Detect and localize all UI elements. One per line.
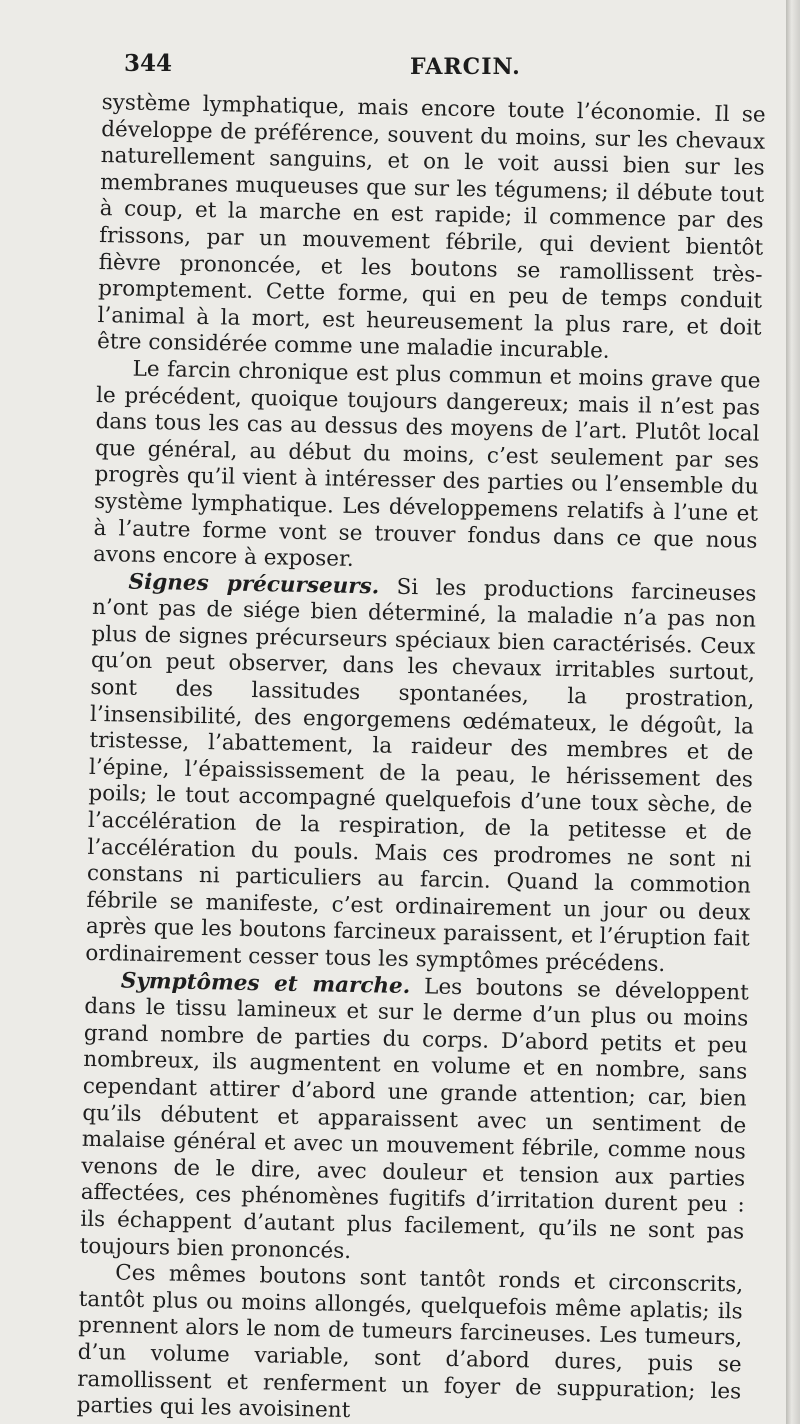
paragraph-boutons: [76, 1260, 743, 1424]
paragraph-text: Si les productions farcineuses n’ont pas de siége bien déterminé, la maladie n’a pas non plus de signes précurseurs spéciaux bien caractérisés. Ceux qu’on peut observer, dans les chevaux irritables surtout, sont des lassitudes spontanées, la prostration, l’insensibilité, des engorgemens œdémateux, le dégoût, la tristesse, l’abattement, la raideur des membres et de l’épine, l’épaississement de la peau, le hérissement des poils; le tout accompagné quelquefois d’une toux sèche, de l’accélération de la respiration, de la petitesse et de l’accélération du pouls. Mais ces prodromes ne sont ni constans ni particuliers au farcin. Quand la commotion fébrile se manifeste, c’est ordinairement un jour ou deux après que les boutons farcineux paraissent, et l’éruption fait ordinairement cesser tous les symptômes précédens.: [85, 574, 757, 977]
page-number: 344: [124, 50, 173, 77]
running-title: FARCIN.: [410, 54, 521, 80]
body-text: [76, 90, 765, 1424]
paragraph-symptomes-et-marche: [80, 967, 749, 1272]
paragraph-text: Le farcin chronique est plus commun et moins grave que le précédent, quoique toujours dangereux; mais il n’est pas dans tous les cas au dessus des moyens de l’art. Plutôt local que général, au début du moins, c’est seulement par ses progrès qu’il vient à intéresser des parties ou l’ensemble du système lymphatique. Les développemens relatifs à l’une et à l’autre forme vont se trouver fondus dans ce que nous avons encore à exposer.: [92, 356, 761, 573]
page-edge: [786, 0, 800, 1424]
paragraph-continuation: [97, 90, 766, 369]
paragraph-chronic-farcy: [93, 356, 761, 581]
section-lead: Symptômes et marche.: [120, 968, 411, 999]
paragraph-text: Les boutons se développent dans le tissu lamineux et sur le derme d’un plus ou moins grand nombre de parties du corps. D’abord petits et peu nombreux, ils augmentent en volume et en nombre, sans cependant attirer d’abord une grande attention; car, bien qu’ils débutent et apparaissent avec un sentiment de malaise général et avec un mouvement fébrile, comme nous venons de le dire, avec douleur et tension aux parties affectées, ces phénomènes fugitifs d’irritation durent peu : ils échappent d’autant plus facilement, qu’ils ne sont pas toujours bien prononcés.: [79, 973, 750, 1264]
paragraph-text: système lymphatique, mais encore toute l’économie. Il se développe de préférence, souvent du moins, sur les chevaux naturellement sanguins, et on le voit aussi bien sur les membranes muqueuses que sur les tégumens; il débute tout à coup, et la marche en est rapide; il commence par des frissons, par un mouvement fébrile, qui devient bientôt fièvre prononcée, et les boutons se ramollissent très-promptement. Cette forme, qui en peu de temps conduit l’animal à la mort, est heureusement la plus rare, et doit être considérée comme une maladie incurable.: [96, 90, 766, 365]
paragraph-text: Ces mêmes boutons sont tantôt ronds et circonscrits, tantôt plus ou moins allongés, quelquefois même aplatis; ils prennent alors le nom de tumeurs farcineuses. Les tumeurs, d’un volume variable, sont d’abord dures, puis se ramollissent et renferment un foyer de suppuration; les parties qui les avoisinent: [76, 1260, 744, 1424]
section-lead: Signes précurseurs.: [128, 569, 380, 600]
running-head: [118, 50, 758, 84]
paragraph-signes-precurseurs: [85, 569, 757, 981]
